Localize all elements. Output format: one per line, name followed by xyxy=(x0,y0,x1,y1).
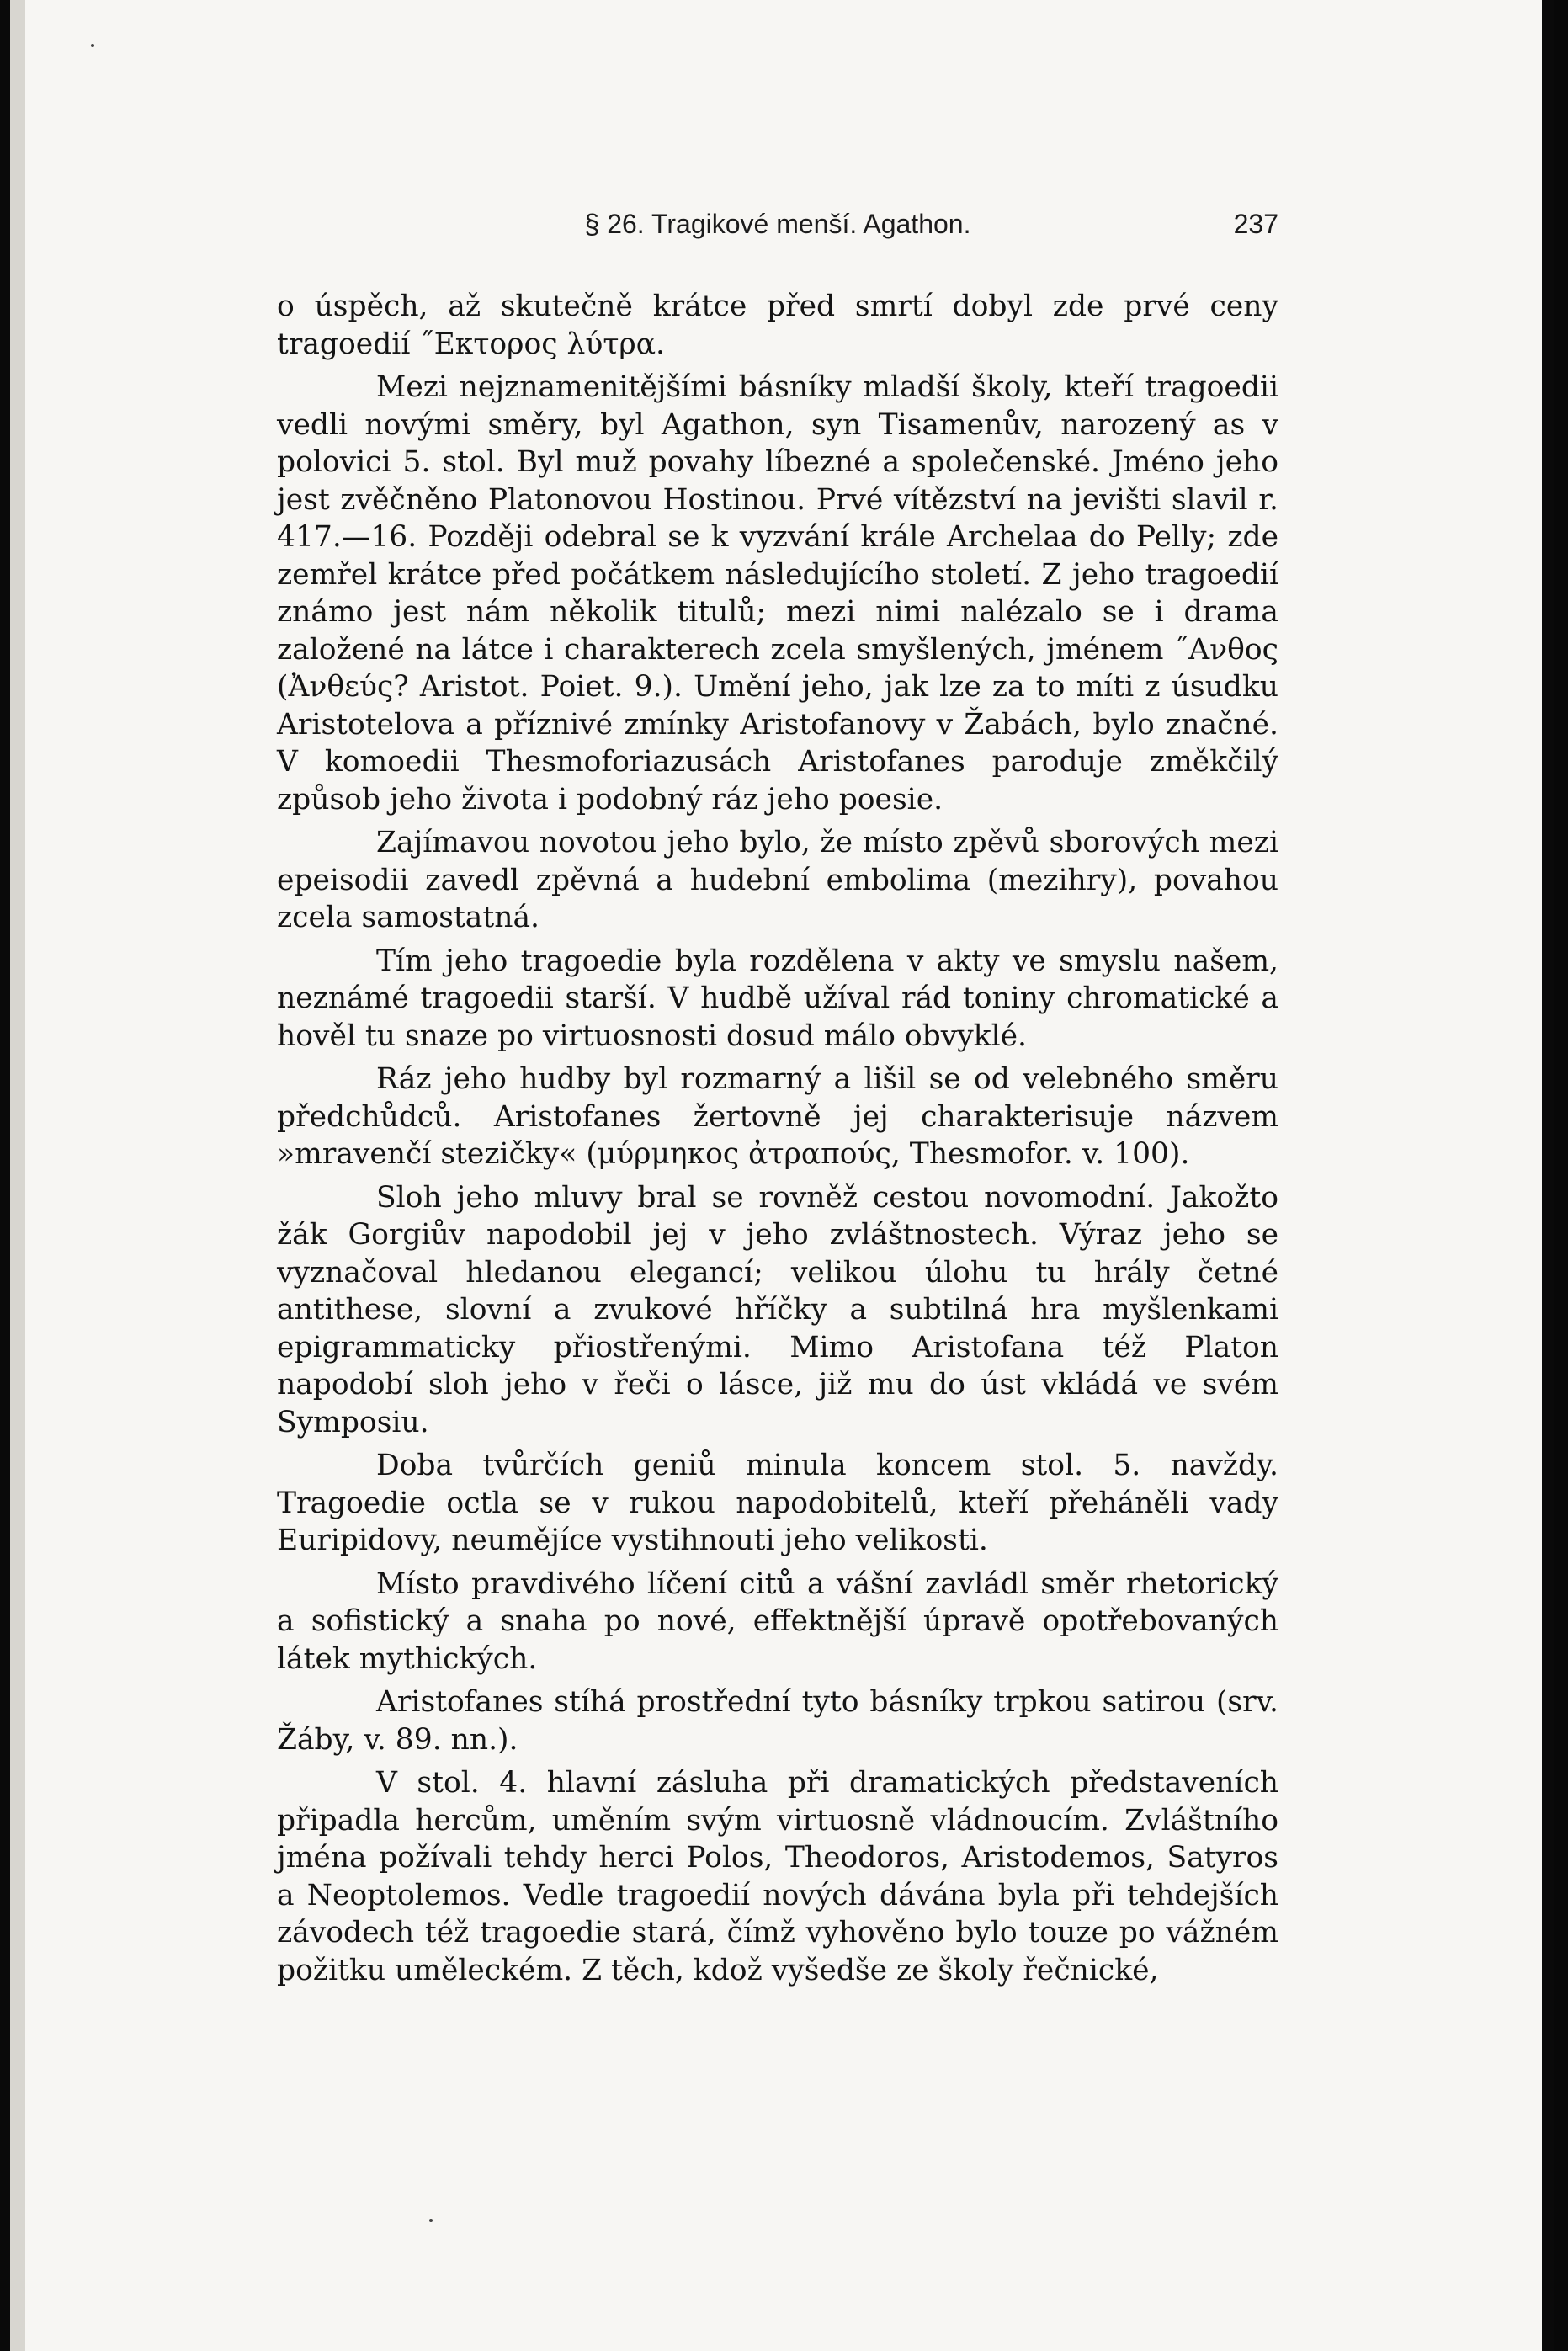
paper-speck xyxy=(91,44,94,47)
body-text xyxy=(277,288,1278,1995)
book-page xyxy=(10,0,1542,2351)
paragraph: V stol. 4. hlavní zásluha při dramatických představeních připadla hercům, uměním svým virtuosně vládnoucím. Zvláštního jména požívali tehdy herci Polos, Theodoros, Aristodemos, Satyros a Neoptolemos. Vedle tragoedií nových dávána byla při tehdejších závodech též tragoedie stará, čímž vyhověno bylo touze po vážném požitku uměleckém. Z těch, kdož vyšedše ze školy řečnické, xyxy=(277,1766,1278,1987)
paragraph: Zajímavou novotou jeho bylo, že místo zpěvů sborových mezi epeisodii zavedl zpěvná a hudební embolima (mezihry), povahou zcela samostatná. xyxy=(277,826,1278,934)
running-head xyxy=(277,200,1278,256)
paragraph: Sloh jeho mluvy bral se rovněž cestou novomodní. Jakožto žák Gorgiův napodobil jej v jeho zvláštnostech. Výraz jeho se vyznačoval hledanou elegancí; velikou úlohu tu hrály četné antithese, slovní a zvukové hříčky a subtilná hra myšlenkami epigrammaticky přiostřenými. Mimo Aristofana též Platon napodobí sloh jeho v řeči o lásce, již mu do úst vkládá ve svém Symposiu. xyxy=(277,1180,1278,1439)
paragraph: Doba tvůrčích geniů minula koncem stol. 5. navždy. Tragoedie octla se v rukou napodobitelů, kteří přeháněli vady Euripidovy, neumějíce vystihnouti jeho velikosti. xyxy=(277,1449,1278,1557)
page-spine-shadow xyxy=(10,0,25,2351)
scan-edge xyxy=(1554,0,1568,2351)
paragraph: Ráz jeho hudby byl rozmarný a lišil se od velebného směru předchůdců. Aristofanes žertovně jej charakterisuje názvem »mravenčí stezičky« (μύρμηκος ἀτραπούς, Thesmofor. v. 100). xyxy=(277,1062,1278,1171)
paragraph: o úspěch, až skutečně krátce před smrtí dobyl zde prvé ceny tragoedií ˝Εκτορος λύτρα. xyxy=(277,290,1278,361)
running-title: § 26. Tragikové menší. Agathon. xyxy=(584,209,971,239)
paragraph: Tím jeho tragoedie byla rozdělena v akty ve smyslu našem, neznámé tragoedii starší. V hudbě užíval rád toniny chromatické a hověl tu snaze po virtuosnosti dosud málo obvyklé. xyxy=(277,944,1278,1053)
paragraph: Aristofanes stíhá prostřední tyto básníky trpkou satirou (srv. Žáby, v. 89. nn.). xyxy=(277,1685,1278,1757)
paper-speck xyxy=(429,2219,433,2222)
paragraph: Místo pravdivého líčení citů a vášní zavládl směr rhetorický a sofistický a snaha po nové, effektnější úpravě opotřebovaných látek mythických. xyxy=(277,1566,1278,1676)
page-number: 237 xyxy=(1233,209,1278,239)
paragraph: Mezi nejznamenitějšími básníky mladší školy, kteří tragoedii vedli novými směry, byl Agathon, syn Tisamenův, narozený as v polovici 5. stol. Byl muž povahy líbezné a společenské. Jméno jeho jest zvěčněno Platonovou Hostinou. Prvé vítězství na jevišti slavil r. 417.—16. Později odebral se k vyzvání krále Archelaa do Pelly; zde zemřel krátce před počátkem následujícího století. Z jeho tragoedií známo jest nám několik titulů; mezi nimi nalézalo se i drama založené na látce i charakterech zcela smyšlených, jménem ˝Ανθος (Ἀνθεύς? Aristot. Poiet. 9.). Umění jeho, jak lze za to míti z úsudku Aristotelova a příznivé zmínky Aristofanovy v Žabách, bylo značné. V komoedii Thesmoforiazusách Aristofanes paroduje změkčilý způsob jeho života i podobný ráz jeho poesie. xyxy=(277,370,1278,816)
